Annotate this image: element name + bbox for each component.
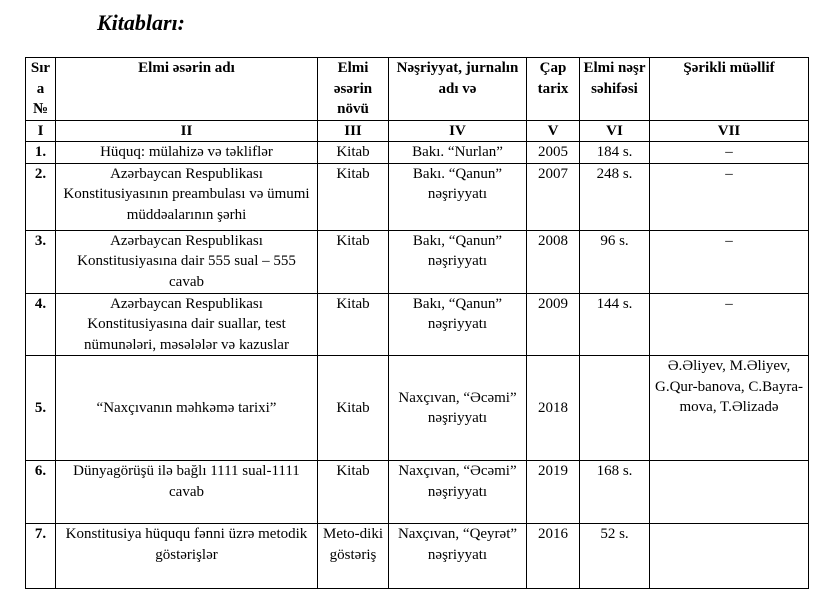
table-row xyxy=(26,356,809,461)
column-numbering-row xyxy=(26,121,809,142)
header-cell: Çap tarix xyxy=(527,58,580,121)
header-cell: Elmi əsərin növü xyxy=(318,58,389,121)
work-type: Kitab xyxy=(318,230,389,293)
print-year: 2007 xyxy=(527,163,580,230)
row-number: 1. xyxy=(26,142,56,164)
header-cell: Şərikli müəllif xyxy=(650,58,809,121)
page-count: 144 s. xyxy=(580,293,650,356)
work-type: Kitab xyxy=(318,356,389,461)
row-number: 3. xyxy=(26,230,56,293)
publisher: Naxçıvan, “Əcəmi” nəşriyyatı xyxy=(389,356,527,461)
co-authors: – xyxy=(650,230,809,293)
co-authors: Ə.Əliyev, M.Əliyev, G.Qur-banova, C.Bayra-mova, T.Əlizadə xyxy=(650,356,809,461)
work-type: Meto-diki göstəriş xyxy=(318,524,389,589)
co-authors: – xyxy=(650,163,809,230)
work-type: Kitab xyxy=(318,142,389,164)
work-type: Kitab xyxy=(318,461,389,524)
column-number: VII xyxy=(650,121,809,142)
publisher: Bakı. “Qanun” nəşriyyatı xyxy=(389,163,527,230)
page-count: 248 s. xyxy=(580,163,650,230)
column-number: II xyxy=(56,121,318,142)
co-authors xyxy=(650,524,809,589)
header-cell: Elmi nəşr səhifəsi xyxy=(580,58,650,121)
header-row xyxy=(26,58,809,121)
print-year: 2019 xyxy=(527,461,580,524)
column-number: I xyxy=(26,121,56,142)
row-number: 4. xyxy=(26,293,56,356)
work-title: “Naxçıvanın məhkəmə tarixi” xyxy=(56,356,318,461)
work-title: Hüquq: mülahizə və təkliflər xyxy=(56,142,318,164)
header-cell: Nəşriyyat, jurnalın adı və xyxy=(389,58,527,121)
work-type: Kitab xyxy=(318,163,389,230)
table-row xyxy=(26,461,809,524)
table-row xyxy=(26,524,809,589)
work-title: Azərbaycan Respublikası Konstitusiyasına dair 555 sual – 555 cavab xyxy=(56,230,318,293)
column-number: III xyxy=(318,121,389,142)
column-number: VI xyxy=(580,121,650,142)
row-number: 5. xyxy=(26,356,56,461)
publisher: Naxçıvan, “Əcəmi” nəşriyyatı xyxy=(389,461,527,524)
print-year: 2005 xyxy=(527,142,580,164)
row-number: 7. xyxy=(26,524,56,589)
print-year: 2009 xyxy=(527,293,580,356)
table-row xyxy=(26,230,809,293)
table-row xyxy=(26,163,809,230)
work-title: Dünyagörüşü ilə bağlı 1111 sual-1111 cavab xyxy=(56,461,318,524)
work-type: Kitab xyxy=(318,293,389,356)
work-title: Azərbaycan Respublikası Konstitusiyasına dair suallar, test nümunələri, məsələlər və kazuslar xyxy=(56,293,318,356)
page-count: 96 s. xyxy=(580,230,650,293)
page-count xyxy=(580,356,650,461)
page-count: 168 s. xyxy=(580,461,650,524)
column-number: V xyxy=(527,121,580,142)
row-number: 2. xyxy=(26,163,56,230)
publisher: Bakı, “Qanun” nəşriyyatı xyxy=(389,293,527,356)
co-authors: – xyxy=(650,293,809,356)
publisher: Bakı. “Nurlan” xyxy=(389,142,527,164)
publisher: Naxçıvan, “Qeyrət” nəşriyyatı xyxy=(389,524,527,589)
print-year: 2018 xyxy=(527,356,580,461)
section-title: Kitabları: xyxy=(97,10,186,35)
co-authors xyxy=(650,461,809,524)
column-number: IV xyxy=(389,121,527,142)
page-count: 52 s. xyxy=(580,524,650,589)
print-year: 2016 xyxy=(527,524,580,589)
publisher: Bakı, “Qanun” nəşriyyatı xyxy=(389,230,527,293)
header-cell: Sır a № xyxy=(26,58,56,121)
table-row xyxy=(26,293,809,356)
header-cell: Elmi əsərin adı xyxy=(56,58,318,121)
print-year: 2008 xyxy=(527,230,580,293)
work-title: Azərbaycan Respublikası Konstitusiyasının preambulası və ümumi müddəalarının şərhi xyxy=(56,163,318,230)
table-row xyxy=(26,142,809,164)
row-number: 6. xyxy=(26,461,56,524)
work-title: Konstitusiya hüququ fənni üzrə metodik göstərişlər xyxy=(56,524,318,589)
page-count: 184 s. xyxy=(580,142,650,164)
co-authors: – xyxy=(650,142,809,164)
books-table xyxy=(25,57,809,589)
